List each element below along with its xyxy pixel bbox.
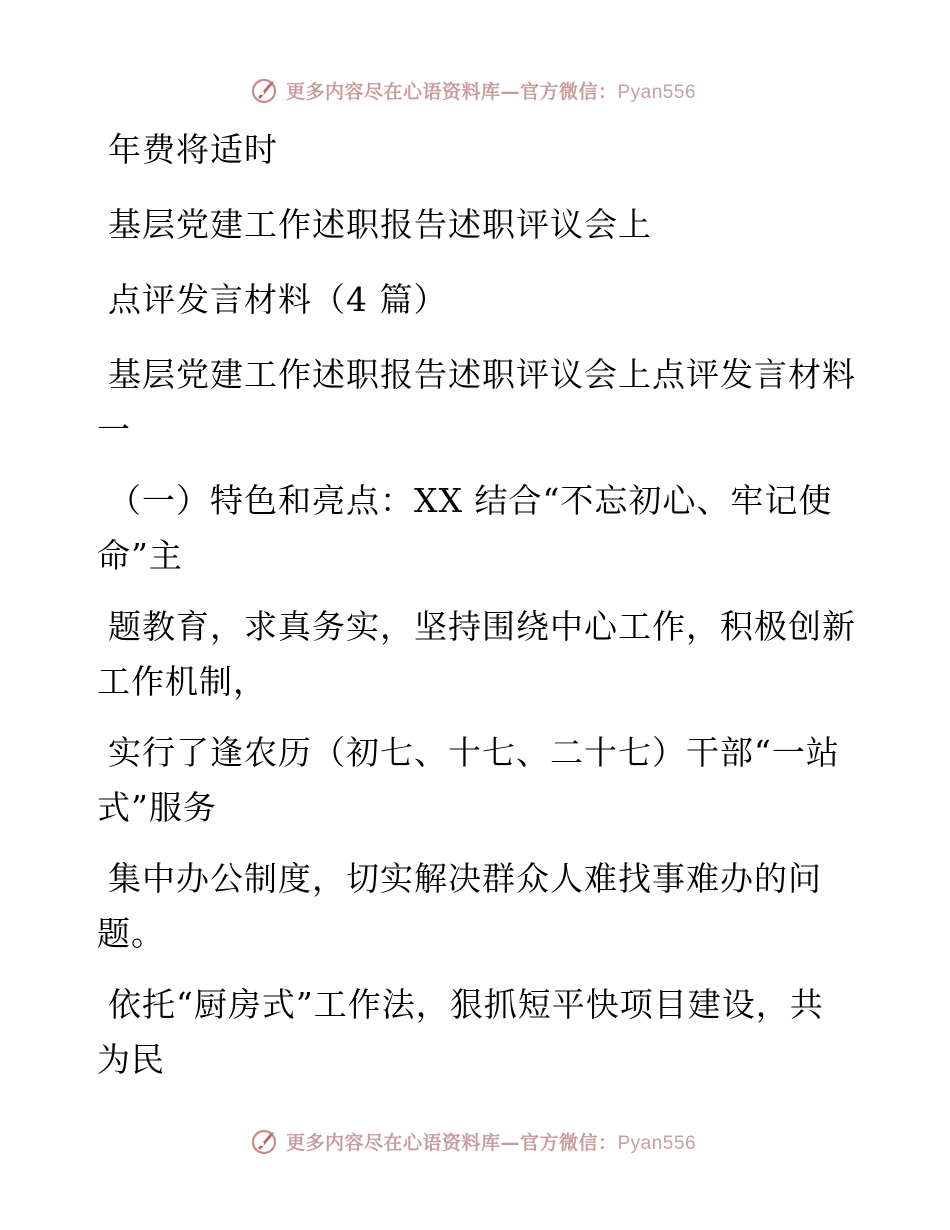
document-body [97, 122, 857, 1103]
paragraph: （一）特色和亮点：XX 结合“不忘初心、牢记使命”主 [97, 481, 833, 575]
pen-logo-icon [250, 75, 280, 105]
paragraph: 集中办公制度，切实解决群众人难找事难办的问题。 [97, 859, 822, 953]
paragraph: 年费将适时 [108, 130, 278, 169]
pen-logo-icon [250, 1126, 280, 1156]
paragraph: 基层党建工作述职报告述职评议会上点评发言材料一 [97, 355, 856, 449]
header-watermark [0, 70, 950, 110]
paragraph: 依托“厨房式”工作法，狠抓短平快项目建设，共为民 [97, 985, 824, 1079]
watermark-text: 更多内容尽在心语资料库—官方微信：Pyan556 [285, 80, 697, 103]
footer-watermark [0, 1121, 950, 1161]
watermark-text: 更多内容尽在心语资料库—官方微信：Pyan556 [285, 1131, 697, 1154]
paragraph: 题教育，求真务实，坚持围绕中心工作，积极创新工作机制， [97, 607, 856, 701]
paragraph: 点评发言材料（4 篇） [108, 280, 448, 319]
paragraph: 基层党建工作述职报告述职评议会上 [108, 205, 652, 244]
paragraph: 实行了逢农历（初七、十七、二十七）干部“一站式”服务 [97, 733, 840, 827]
